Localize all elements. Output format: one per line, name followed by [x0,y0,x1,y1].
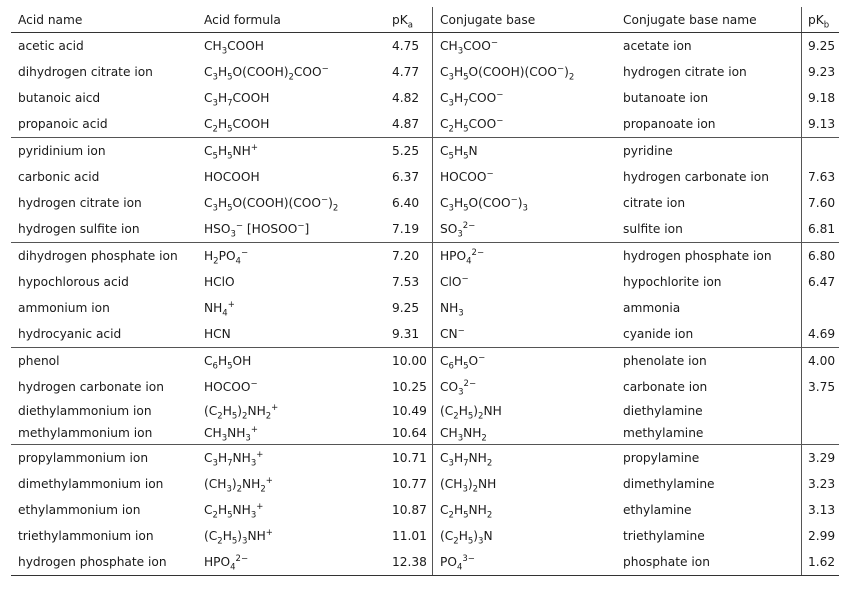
conjugate-base-name-cell: citrate ion [623,196,686,210]
pka-cell: 9.31 [388,321,433,348]
table-row [11,216,839,243]
acid-name-cell: propylammonium ion [18,451,149,465]
acid-formula-cell: $HPO_4^{2-}$ [197,549,388,576]
conjugate-base-name-cell: hydrogen citrate ion [623,65,747,79]
header-pka: $pK_a$ [388,7,433,33]
conjugate-base-name-cell: hydrogen carbonate ion [623,170,769,184]
acid-formula-cell: $C_2H_5COOH$ [197,111,388,138]
header-pkb: $pK_b$ [802,7,840,33]
pkb-cell: 9.23 [802,59,840,85]
conjugate-base-cell: $C_3H_5O(COOH)(COO^-)_2$ [433,59,617,85]
acid-base-table [11,7,839,576]
pka-cell: 10.77 [392,477,427,491]
table-row [11,138,839,165]
pkb-cell: 6.80 [802,243,840,270]
conjugate-base-cell: CN− [433,321,617,348]
acid-name-cell: hydrocyanic acid [11,321,197,348]
table-row [11,59,839,85]
acid-name-cell: dihydrogen phosphate ion [18,249,178,263]
conjugate-base-name-cell: carbonate ion [623,380,708,394]
conjugate-base-cell: $CO_3^{2-}$ [433,374,617,400]
pka-cell: 10.87 [392,503,427,517]
pkb-cell [802,400,840,422]
conjugate-base-name-cell: ammonia [623,301,681,315]
conjugate-base-cell: $C_2H_5NH_2$ [433,497,617,523]
acid-formula-cell: $C_3H_5O(COOH)(COO^-)_2$ [204,194,339,214]
conjugate-base-name-cell: hypochlorite ion [623,275,722,289]
acid-formula-cell: $(C_2H_5)_3NH^+$ [204,527,273,547]
table-row [11,348,839,375]
conjugate-base-name-cell: ethylamine [623,503,692,517]
conjugate-base-cell: $C_5H_5N$ [433,138,617,165]
acid-formula-cell: HCN [197,321,388,348]
pkb-cell: 1.62 [802,549,840,576]
conjugate-base-cell: $PO_4^{3-}$ [433,549,617,576]
acid-name-cell: triethylammonium ion [18,529,154,543]
conjugate-base-name-cell: sulfite ion [616,216,802,243]
pkb-cell: 9.13 [802,111,840,138]
acid-formula-cell: $(CH_3)_2NH_2^+$ [204,475,273,495]
pkb-cell: 4.00 [802,348,840,375]
table-row [11,269,839,295]
header-conjugate-base: Conjugate base [433,7,617,33]
pka-cell: 10.49 [392,404,427,418]
conjugate-base-name-cell: acetate ion [623,39,692,53]
pka-cell: 6.40 [392,196,420,210]
acid-formula-cell: HOCOOH [204,170,260,184]
table-row [11,471,839,497]
acid-name-cell: dimethylammonium ion [18,477,164,491]
acid-name-cell: diethylammonium ion [18,404,152,418]
pka-cell: 7.53 [392,275,420,289]
table-row [11,374,839,400]
table-row [11,422,839,445]
acid-name-cell: dihydrogen citrate ion [18,65,153,79]
table-row [11,111,839,138]
table-row [11,190,839,216]
acid-formula-cell: $CH_3COOH$ [204,39,264,57]
header-row [11,7,839,33]
pka-cell: 6.37 [392,170,420,184]
acid-name-cell: carbonic acid [18,170,100,184]
pkb-cell: 3.29 [802,445,840,472]
pkb-cell: 6.47 [802,269,840,295]
acid-name-cell: ammonium ion [18,301,110,315]
conjugate-base-cell: ClO− [433,269,617,295]
acid-formula-cell: $C_2H_5NH_3^+$ [204,501,264,521]
acid-name-cell: hydrogen sulfite ion [11,216,197,243]
pka-cell: 7.19 [388,216,433,243]
pkb-cell: 2.99 [802,523,840,549]
acid-name-cell: hydrogen citrate ion [18,196,142,210]
pka-cell: 4.77 [392,65,420,79]
conjugate-base-name-cell: pyridine [623,144,673,158]
pkb-cell: 7.63 [802,164,840,190]
pkb-cell: 7.60 [802,190,840,216]
conjugate-base-cell: $C_3H_7COO^-$ [433,85,617,111]
conjugate-base-name-cell: propylamine [623,451,700,465]
acid-name-cell: hydrogen carbonate ion [18,380,164,394]
acid-name-cell: acetic acid [18,39,84,53]
pkb-cell: 6.81 [802,216,840,243]
acid-formula-cell: $CH_3NH_3^+$ [197,422,388,445]
pkb-cell [802,295,840,321]
conjugate-base-name-cell: butanoate ion [623,91,709,105]
conjugate-base-cell: $C_3H_7NH_2$ [433,445,617,472]
conjugate-base-name-cell: methylamine [616,422,802,445]
acid-formula-cell: $H_2PO_4^-$ [204,247,249,267]
table-row [11,497,839,523]
pka-cell: 4.75 [392,39,420,53]
acid-name-cell: pyridinium ion [18,144,106,158]
pka-cell: 10.25 [392,380,427,394]
acid-formula-cell: HOCOO− [204,378,258,394]
table-row [11,445,839,472]
conjugate-base-name-cell: phosphate ion [616,549,802,576]
pka-cell: 11.01 [392,529,427,543]
table-row [11,400,839,422]
conjugate-base-cell: $NH_3$ [433,295,617,321]
acid-name-cell: methylammonium ion [11,422,197,445]
conjugate-base-cell: $HPO_4^{2-}$ [433,243,617,270]
table-row [11,549,839,576]
table-row [11,523,839,549]
header-acid-formula: Acid formula [197,7,388,33]
acid-name-cell: hypochlorous acid [18,275,129,289]
conjugate-base-cell: $C_2H_5COO^-$ [433,111,617,138]
table-row [11,295,839,321]
conjugate-base-name-cell: cyanide ion [616,321,802,348]
acid-formula-cell: $C_3H_7COOH$ [204,91,270,109]
pka-cell: 12.38 [388,549,433,576]
conjugate-base-cell: $SO_3^{2-}$ [433,216,617,243]
pkb-cell: 3.75 [802,374,840,400]
acid-name-cell: phenol [18,354,60,368]
conjugate-base-cell: $C_6H_5O^-$ [433,348,617,375]
conjugate-base-cell: $C_3H_5O(COO^-)_3$ [433,190,617,216]
acid-name-cell: butanoic aicd [18,91,101,105]
acid-name-cell: propanoic acid [11,111,197,138]
acid-formula-cell: $C_5H_5NH^+$ [204,142,258,162]
table-row [11,243,839,270]
table-row [11,164,839,190]
conjugate-base-name-cell: hydrogen phosphate ion [623,249,772,263]
pkb-cell: 3.13 [802,497,840,523]
conjugate-base-cell: $CH_3NH_2$ [433,422,617,445]
pkb-cell: 4.69 [802,321,840,348]
conjugate-base-name-cell: dimethylamine [623,477,715,491]
conjugate-base-name-cell: diethylamine [623,404,703,418]
conjugate-base-name-cell: triethylamine [623,529,705,543]
pkb-cell: 9.25 [802,33,840,60]
acid-formula-cell: $C_6H_5OH$ [204,354,252,372]
pka-cell: 10.64 [388,422,433,445]
pka-cell: 4.82 [392,91,420,105]
acid-formula-cell: $C_3H_5O(COOH)_2COO^-$ [204,63,329,83]
pka-cell: 5.25 [392,144,420,158]
pkb-cell [802,138,840,165]
pkb-cell [802,422,840,445]
conjugate-base-cell: $(C_2H_5)_3N$ [433,523,617,549]
pka-cell: 7.20 [392,249,420,263]
conjugate-base-cell: $CH_3COO^-$ [433,33,617,60]
table-row [11,33,839,60]
acid-formula-cell: $HSO_3^-$ [HOSOO−] [197,216,388,243]
acid-name-cell: hydrogen phosphate ion [11,549,197,576]
conjugate-base-cell: $(C_2H_5)_2NH$ [433,400,617,422]
acid-name-cell: ethylammonium ion [18,503,141,517]
pka-cell: 10.71 [392,451,427,465]
conjugate-base-cell: HOCOO− [433,164,617,190]
header-acid-name: Acid name [11,7,197,33]
acid-formula-cell: $C_3H_7NH_3^+$ [204,449,264,469]
table-row [11,321,839,348]
table-row [11,85,839,111]
conjugate-base-name-cell: propanoate ion [616,111,802,138]
conjugate-base-cell: $(CH_3)_2NH$ [433,471,617,497]
pka-cell: 9.25 [392,301,420,315]
pka-cell: 4.87 [388,111,433,138]
pka-cell: 10.00 [392,354,427,368]
acid-formula-cell: $(C_2H_5)_2NH_2^+$ [204,402,279,422]
pkb-cell: 9.18 [802,85,840,111]
acid-formula-cell: $NH_4^+$ [204,299,235,319]
header-conjugate-base-name: Conjugate base name [616,7,802,33]
conjugate-base-name-cell: phenolate ion [623,354,707,368]
pkb-cell: 3.23 [802,471,840,497]
acid-formula-cell: HClO [204,275,235,289]
